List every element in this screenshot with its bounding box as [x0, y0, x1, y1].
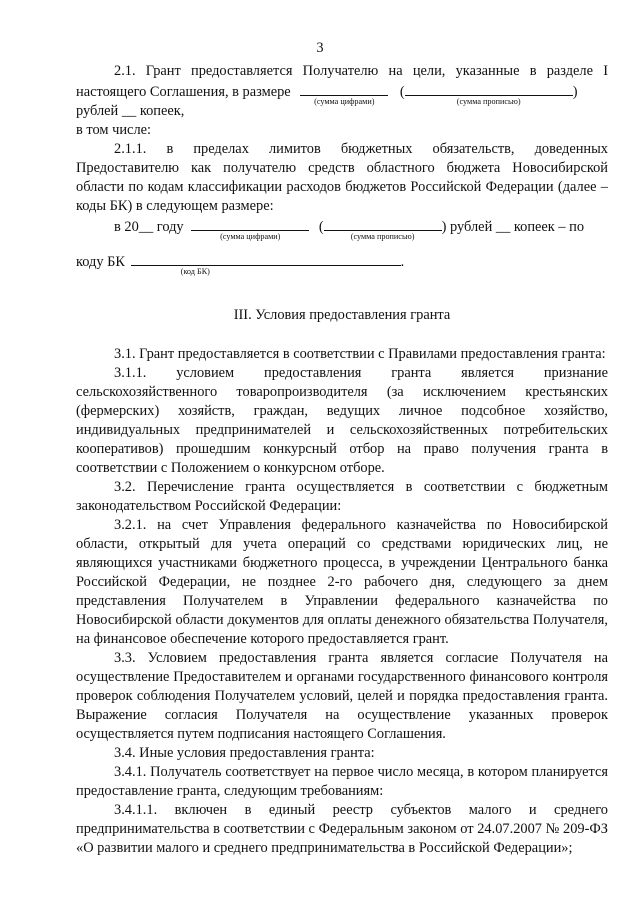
document-body	[76, 62, 608, 858]
hint-sum-words: (сумма прописью)	[456, 97, 521, 106]
hint-sum-digits-2: (сумма цифрами)	[220, 232, 281, 241]
year-label: в 20__ году	[114, 219, 184, 235]
paragraph-3-1-1: 3.1.1. условием предоставления гранта является признание сельскохозяйственного товаропроизводителя (за исключением крестьянских (фермерских) хозяйств, граждан, ведущих личное подсобное хозяйство, индивидуальных предпринимателей и сельскохозяйственных потребительских кооперативов) прошедшим конкурсный отбор на право получения гранта в соответствии с Положением о конкурсном отборе.	[76, 365, 608, 476]
year-line	[76, 216, 608, 241]
paragraph-3-2: 3.2. Перечисление гранта осуществляется в соответствии с бюджетным законодательством Российской Федерации:	[76, 479, 608, 514]
code-period: .	[400, 254, 405, 270]
year-suffix: ) рублей __ копеек – по	[441, 219, 585, 235]
code-blank	[131, 251, 401, 276]
paragraph-3-4: 3.4. Иные условия предоставления гранта:	[114, 745, 375, 761]
year-digits-blank	[191, 216, 309, 241]
amount-words-blank	[405, 81, 573, 106]
code-line	[76, 251, 608, 276]
amount-digits-blank	[300, 81, 388, 106]
paragraph-3-1: 3.1. Грант предоставляется в соответствии с Правилами предоставления гранта:	[114, 346, 606, 362]
section-3-heading: III. Условия предоставления гранта	[233, 307, 451, 323]
paragraph-3-4-1-1: 3.4.1.1. включен в единый реестр субъектов малого и среднего предпринимательства в соответствии с Федеральным законом от 24.07.2007 № 209-ФЗ «О развитии малого и среднего предпринимательства в Российской Федерации»;	[76, 802, 608, 856]
hint-sum-digits: (сумма цифрами)	[314, 97, 375, 106]
code-label: коду БК	[76, 254, 126, 270]
paragraph-2-1-line3: рублей __ копеек,	[76, 103, 185, 119]
paragraph-3-4-1: 3.4.1. Получатель соответствует на первое число месяца, в котором планируется предоставление гранта, следующим требованиям:	[76, 764, 608, 799]
paragraph-2-1-1: 2.1.1. в пределах лимитов бюджетных обязательств, доведенных Предоставителю как получателю средств областного бюджета Новосибирской области по кодам классификации расходов бюджетов Российской Федерации (далее – коды БК) в следующем размере:	[76, 141, 608, 214]
amount-label: настоящего Соглашения, в размере	[76, 84, 291, 100]
paren-open: (	[399, 84, 405, 100]
hint-sum-words-2: (сумма прописью)	[350, 232, 415, 241]
year-paren-open: (	[318, 219, 324, 235]
hint-code: (код БК)	[180, 267, 210, 276]
paragraph-3-2-1: 3.2.1. на счет Управления федерального казначейства по Новосибирской области, открытый для учета операций со средствами юридических лиц, не являющихся участниками бюджетного процесса, в учреждении Центрального банка Российской Федерации, не позднее 2-го рабочего дня, следующего за днем представления Получателем в Управлении федерального казначейства по Новосибирской области документов для оплаты денежного обязательства Получателя, на финансовое обеспечение которого предоставляется грант.	[76, 517, 608, 647]
paragraph-2-1-line2	[76, 81, 608, 106]
page-number: 3	[316, 40, 324, 56]
year-words-blank	[324, 216, 442, 241]
including-label: в том числе:	[76, 122, 152, 138]
paragraph-3-3: 3.3. Условием предоставления гранта является согласие Получателя на осуществление Предоставителем и органами государственного финансового контроля проверок соблюдения Получателем условий, целей и порядка предоставления гранта. Выражение согласия Получателя на осуществление указанных проверок осуществляется путем подписания настоящего Соглашения.	[76, 650, 608, 742]
paren-close: )	[572, 84, 578, 100]
paragraph-2-1-line1: 2.1. Грант предоставляется Получателю на цели, указанные в разделе I	[114, 63, 608, 79]
